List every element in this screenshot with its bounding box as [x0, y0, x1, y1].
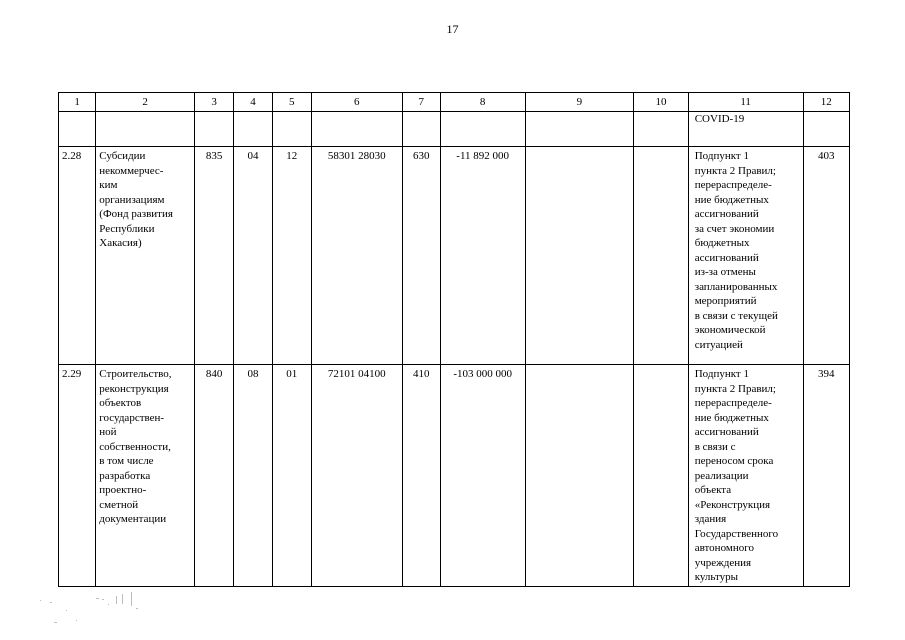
cell: [59, 112, 96, 147]
cell: [440, 112, 525, 147]
cell: [402, 112, 440, 147]
header-row: [59, 93, 850, 112]
column-header-9: 9: [525, 93, 634, 112]
column-header-11: 11: [688, 93, 803, 112]
row-col4: 08: [234, 365, 272, 587]
continuation-basis-cell: COVID-19: [688, 112, 803, 147]
row-col3: 835: [195, 147, 234, 365]
column-header-4: 4: [234, 93, 272, 112]
column-header-1: 1: [59, 93, 96, 112]
cell: [272, 112, 311, 147]
row-col3: 840: [195, 365, 234, 587]
row-amount: -103 000 000: [440, 365, 525, 587]
row-number: 2.29: [59, 365, 96, 587]
row-col12: 403: [803, 147, 849, 365]
table-row: [59, 147, 850, 365]
row-name: Субсидии некоммерчес- ким организациям (Фонд развития Республики Хакасия): [96, 147, 195, 365]
cell: [634, 112, 688, 147]
cell: [803, 112, 849, 147]
table-row: [59, 365, 850, 587]
row-col6: 72101 04100: [311, 365, 402, 587]
column-header-5: 5: [272, 93, 311, 112]
cell: [525, 112, 634, 147]
row-col10: [634, 147, 688, 365]
row-col7: 630: [402, 147, 440, 365]
continuation-row: [59, 112, 850, 147]
row-name: Строительство, реконструкция объектов государствен- ной собственности, в том числе разработка проектно- сметной документации: [96, 365, 195, 587]
column-header-3: 3: [195, 93, 234, 112]
scan-noise: [36, 590, 156, 630]
row-basis: Подпункт 1 пункта 2 Правил; перераспределе- ние бюджетных ассигнований за счет экономии бюджетных ассигнований из-за отмены запланированных мероприятий в связи с текущей экономической ситуацией: [688, 147, 803, 365]
row-col10: [634, 365, 688, 587]
column-header-6: 6: [311, 93, 402, 112]
column-header-8: 8: [440, 93, 525, 112]
row-col12: 394: [803, 365, 849, 587]
column-header-12: 12: [803, 93, 849, 112]
column-header-2: 2: [96, 93, 195, 112]
column-header-10: 10: [634, 93, 688, 112]
cell: [96, 112, 195, 147]
row-col9: [525, 365, 634, 587]
row-col7: 410: [402, 365, 440, 587]
row-col4: 04: [234, 147, 272, 365]
row-amount: -11 892 000: [440, 147, 525, 365]
column-header-7: 7: [402, 93, 440, 112]
row-col6: 58301 28030: [311, 147, 402, 365]
row-col9: [525, 147, 634, 365]
cell: [195, 112, 234, 147]
page-number: 17: [446, 22, 459, 36]
budget-table: [58, 92, 850, 587]
cell: [311, 112, 402, 147]
row-number: 2.28: [59, 147, 96, 365]
cell: [234, 112, 272, 147]
row-col5: 01: [272, 365, 311, 587]
row-col5: 12: [272, 147, 311, 365]
row-basis: Подпункт 1 пункта 2 Правил; перераспределе- ние бюджетных ассигнований в связи с переносом срока реализации объекта «Реконструкция здания Государственного автономного учреждения культуры: [688, 365, 803, 587]
